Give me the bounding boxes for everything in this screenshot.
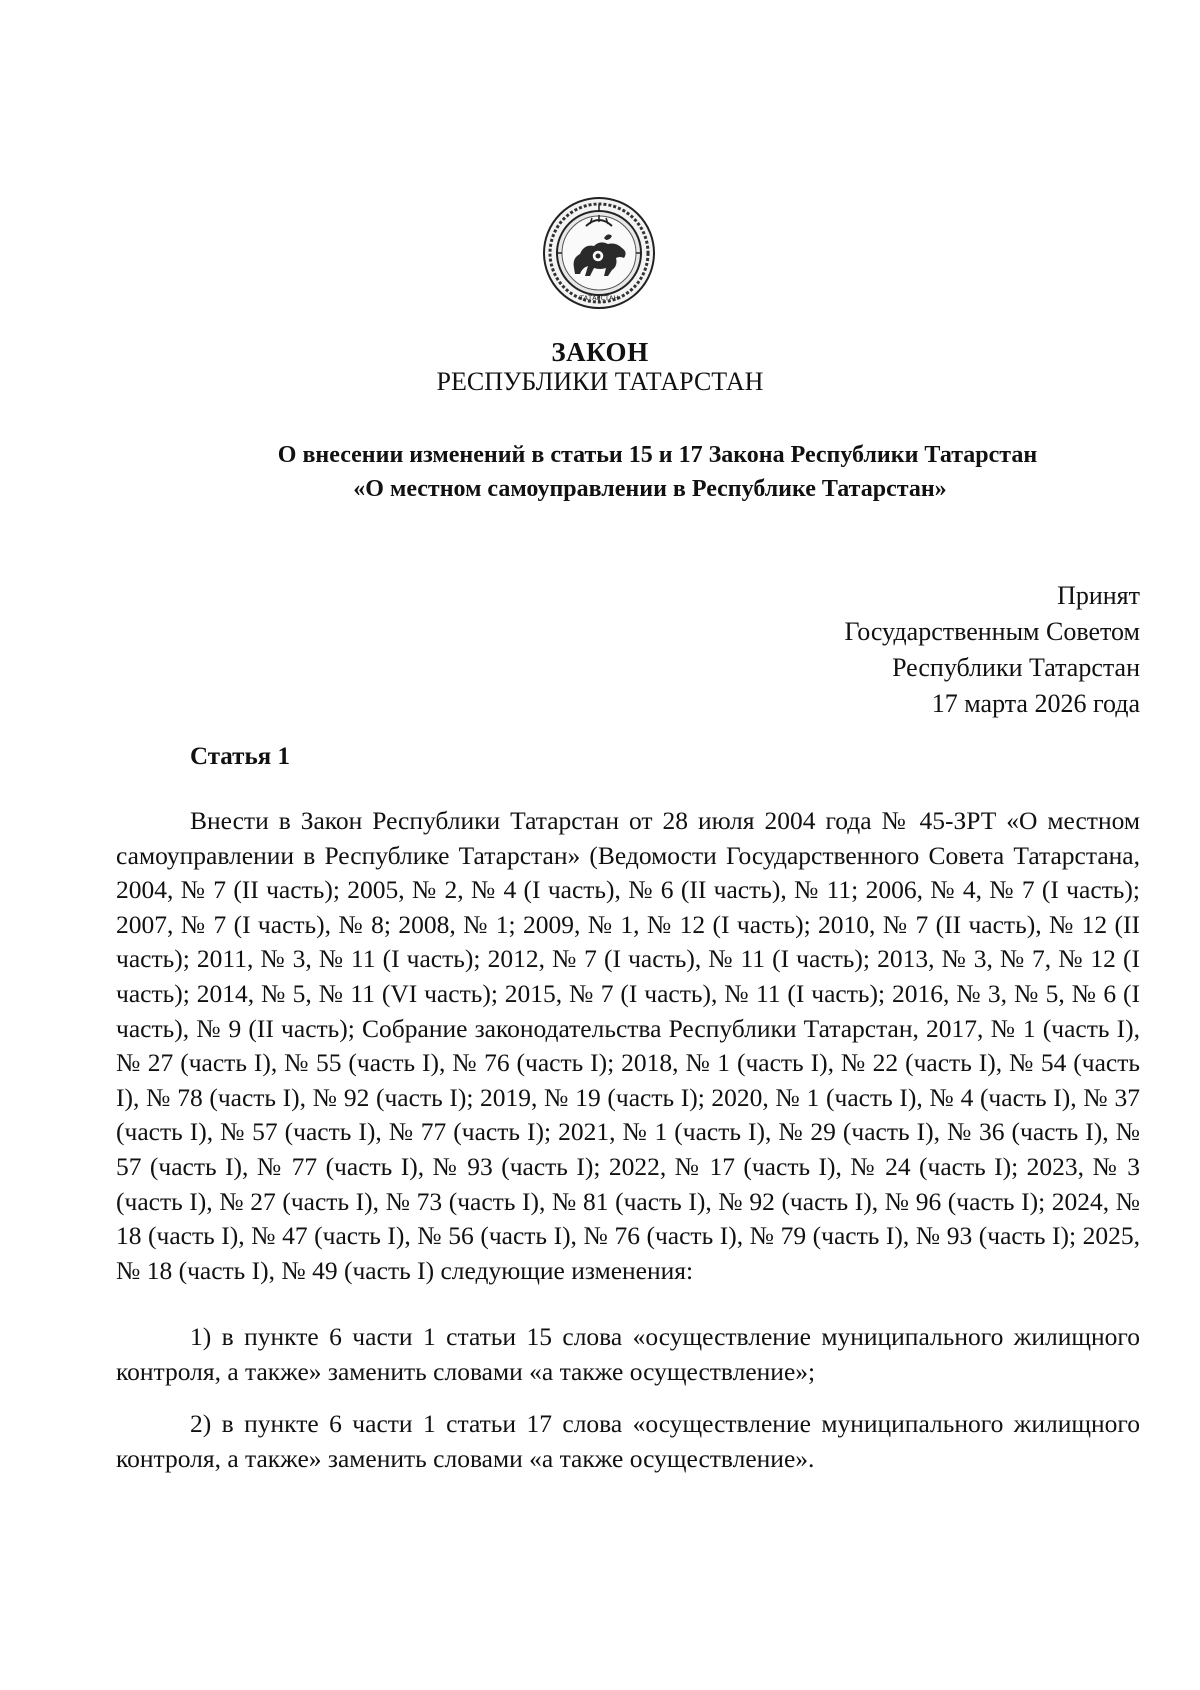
article-intro-paragraph [116,804,1140,1288]
article-intro-text: Внести в Закон Республики Татарстан от 28 июля 2004 года № 45-ЗРТ «О местном самоуправлении в Республике Татарстан» (Ведомости Государственного Совета Татарстана, 2004, № 7 (II часть); 2005, № 2, № 4 (I часть), № 6 (II часть), № 11; 2006, № 4, № 7 (I часть); 2007, № 7 (I часть), № 8; 2008, № 1; 2009, № 1, № 12 (I часть); 2010, № 7 (II часть), № 12 (II часть); 2011, № 3, № 11 (I часть); 2012, № 7 (I часть), № 11 (I часть); 2013, № 3, № 7, № 12 (I часть); 2014, № 5, № 11 (VI часть); 2015, № 7 (I часть), № 11 (I часть); 2016, № 3, № 5, № 6 (I часть), № 9 (II часть); Собрание законодательства Республики Татарстан, 2017, № 1 (часть I), № 27 (часть I), № 55 (часть I), № 76 (часть I); 2018, № 1 (часть I), № 22 (часть I), № 54 (часть I), № 78 (часть I), № 92 (часть I); 2019, № 19 (часть I); 2020, № 1 (часть I), № 4 (часть I), № 37 (часть I), № 57 (часть I), № 77 (часть I); 2021, № 1 (часть I), № 29 (часть I), № 36 (часть I), № 57 (часть I), № 77 (часть I), № 93 (часть I); 2022, № 17 (часть I), № 24 (часть I); 2023, № 3 (часть I), № 27 (часть I), № 73 (часть I), № 81 (часть I), № 92 (часть I), № 96 (часть I); 2024, № 18 (часть I), № 47 (часть I), № 56 (часть I), № 76 (часть I), № 79 (часть I), № 93 (часть I); 2025, № 18 (часть I), № 49 (часть I) следующие изменения: [116,806,1140,1285]
adoption-block [844,578,1140,722]
tatarstan-emblem-icon [542,196,656,310]
law-title: ЗАКОН [551,337,649,367]
amendment-item-2-text: 2) в пункте 6 части 1 статьи 17 слова «осуществление муниципального жилищного контроля, а также» заменить словами «а также осуществление». [116,1409,1140,1473]
amendment-item-1-text: 1) в пункте 6 части 1 статьи 15 слова «осуществление муниципального жилищного контроля, а также» заменить словами «а также осуществление»; [116,1322,1140,1386]
adoption-date: 17 марта 2026 года [931,689,1140,718]
law-name-line-1: О внесении изменений в статьи 15 и 17 Закона Республики Татарстан [277,442,1038,468]
adoption-line-1: Принят [1057,581,1140,610]
amendment-item-2 [116,1407,1140,1476]
article-heading: Статья 1 [190,743,290,770]
adoption-line-3: Республики Татарстан [892,653,1140,682]
law-subtitle: РЕСПУБЛИКИ ТАТАРСТАН [436,367,764,396]
law-name-line-2: «О местном самоуправлении в Республике Татарстан» [353,476,947,502]
amendment-item-1 [116,1320,1140,1389]
adoption-line-2: Государственным Советом [844,617,1140,646]
emblem-caption: ТАТАРСТАН [579,294,619,302]
